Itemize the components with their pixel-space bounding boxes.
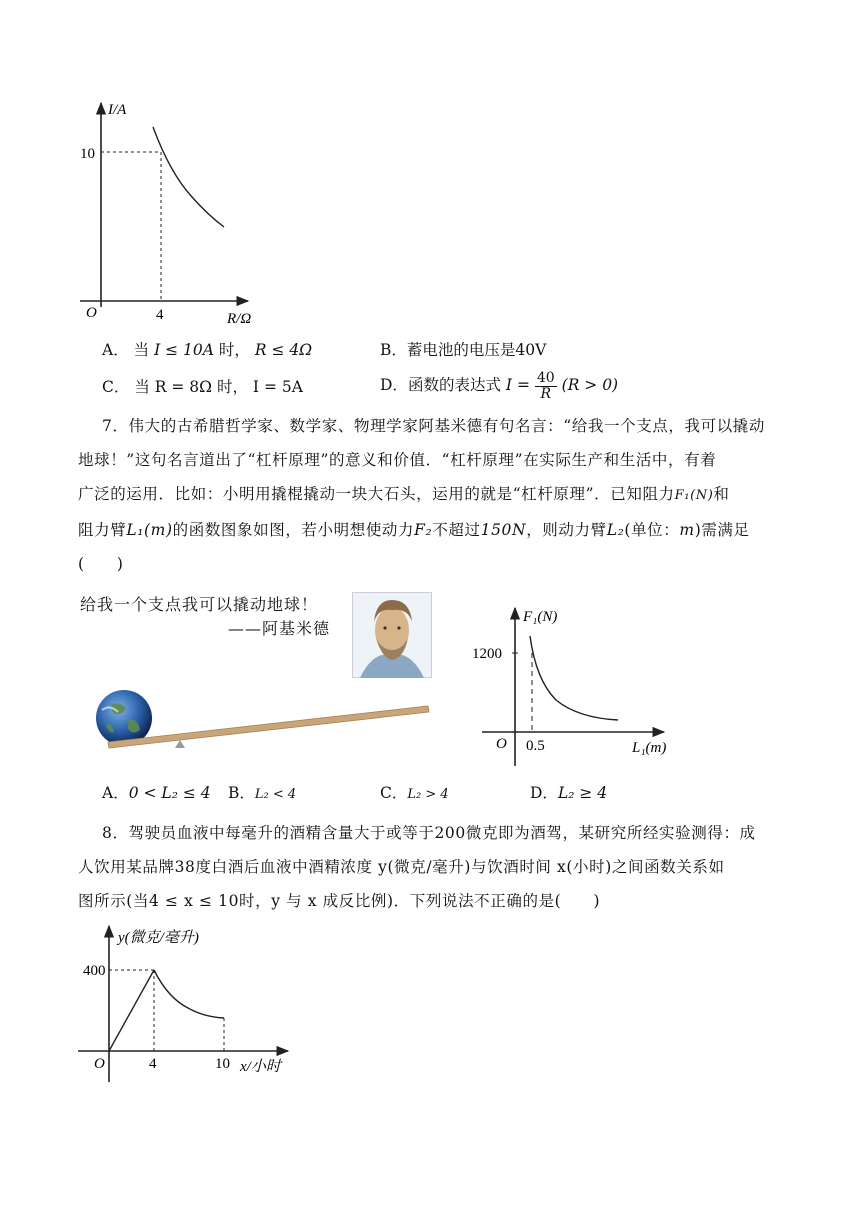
- x-tick-label-10: 10: [215, 1056, 230, 1072]
- graph-alcohol-concentration: [70, 920, 300, 1085]
- origin-label: O: [86, 305, 97, 321]
- y-tick-label: 10: [80, 146, 95, 162]
- q6-option-c[interactable]: C． 当 R = 8Ω 时， I = 5A: [102, 378, 303, 396]
- q6-option-d[interactable]: D．函数的表达式 I = $\frac{40}{R}$ (R > 0): [380, 369, 619, 402]
- lever-illustration: [88, 690, 434, 752]
- x-axis-label: L₁(m): [632, 740, 667, 756]
- archimedes-author: ——阿基米德: [228, 619, 331, 638]
- origin-label: O: [496, 736, 507, 752]
- fulcrum-icon: [175, 740, 185, 748]
- q7-option-b[interactable]: B．L₂ < 4: [228, 784, 297, 802]
- q7-option-a[interactable]: A．0 < L₂ ≤ 4: [102, 784, 211, 802]
- q7-option-d[interactable]: D．L₂ ≥ 4: [530, 784, 608, 802]
- hyperbola-curve: [530, 636, 618, 720]
- q6-option-b[interactable]: B．蓄电池的电压是40V: [380, 341, 547, 359]
- origin-label: O: [94, 1056, 105, 1072]
- hyperbola-curve: [154, 970, 224, 1018]
- q7-stem: 7．伟大的古希腊哲学家、数学家、物理学家阿基米德有句名言：“给我一个支点，我可以撬动 地球！”这句名言道出了“杠杆原理”的意义和价值．“杠杆原理”在实际生产和生活中，有着 广泛的运用．比如：小明用撬棍撬动一块大石头，运用的就是“杠杆原理”．已知阻力F₁(N)和 阻力臂L₁(m)的函数图象如图，若小明想使动力F₂不超过150N，则动力臂L₂(单位：m)需满足 ( ): [78, 417, 765, 573]
- x-tick-label: 0.5: [526, 738, 545, 754]
- rising-segment: [109, 970, 154, 1051]
- graph-force-arm: [468, 600, 688, 768]
- archimedes-portrait: [352, 592, 432, 678]
- y-tick-label: 1200: [472, 646, 502, 662]
- q8-stem: 8．驾驶员血液中每毫升的酒精含量大于或等于200微克即为酒驾，某研究所经实验测得：成 人饮用某品牌38度白酒后血液中酒精浓度 y(微克/毫升)与饮酒时间 x(小时)之间函数关系如 图所示(当4 ≤ x ≤ 10时，y 与 x 成反比例)．下列说法不正确的是( ): [78, 824, 756, 910]
- x-tick-label: 4: [156, 307, 164, 323]
- y-axis-label: y(微克/毫升): [118, 930, 199, 946]
- graph-current-resistance: [70, 95, 270, 335]
- x-axis-label: x/小时: [240, 1059, 281, 1075]
- x-axis-label: R/Ω: [227, 311, 252, 327]
- lever-bar: [108, 706, 429, 748]
- q6-option-a[interactable]: A． 当 I ≤ 10A 时， R ≤ 4Ω: [102, 341, 313, 359]
- fraction: $\frac{40}{R}$: [536, 369, 555, 402]
- x-tick-label-4: 4: [149, 1056, 157, 1072]
- hyperbola-curve: [153, 127, 224, 227]
- q7-option-c[interactable]: C．L₂ > 4: [380, 784, 449, 802]
- y-axis-label: I/A: [108, 102, 127, 118]
- y-tick-label: 400: [83, 963, 106, 979]
- y-axis-label: F₁(N): [523, 609, 558, 625]
- archimedes-quote: 给我一个支点我可以撬动地球！: [80, 595, 319, 614]
